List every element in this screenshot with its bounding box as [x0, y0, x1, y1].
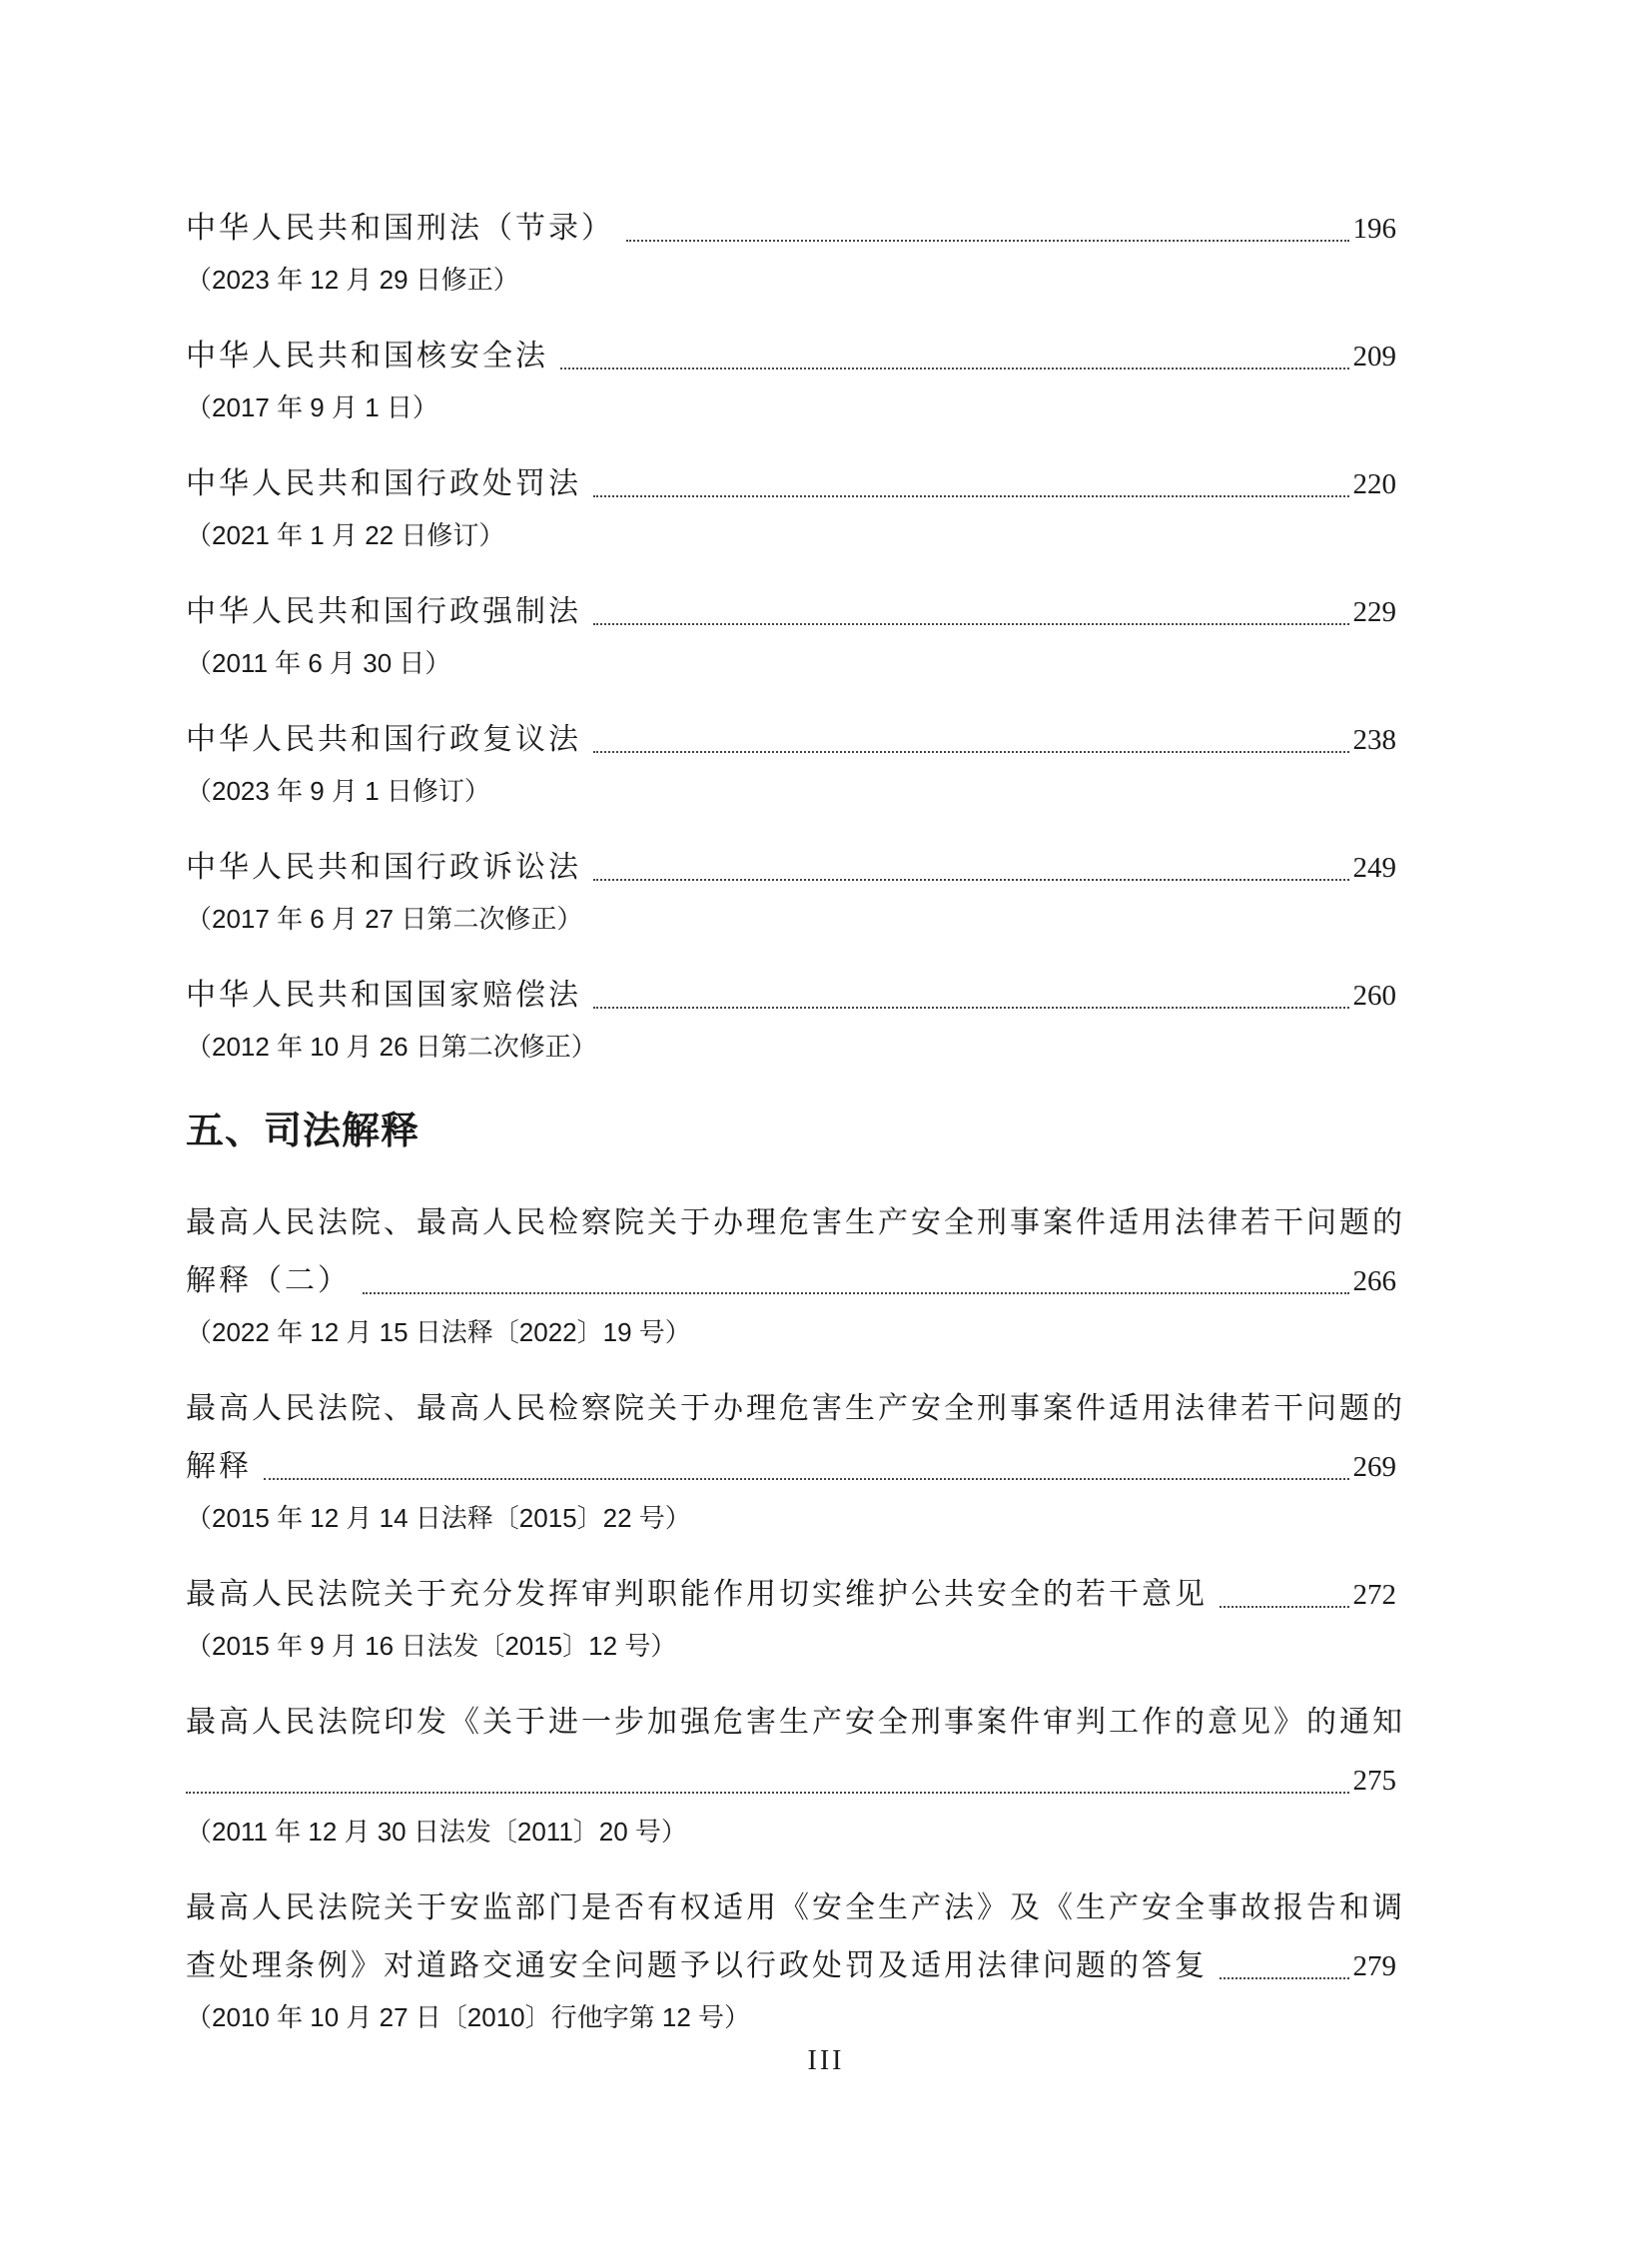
toc-title: 中华人民共和国核安全法: [186, 339, 548, 374]
toc-title: 解释（二）: [186, 1263, 351, 1298]
toc-date: （2022 年 12 月 15 日法释〔2022〕19 号）: [186, 1317, 691, 1347]
toc-date: （2011 年 6 月 30 日）: [186, 648, 451, 678]
toc-entry[interactable]: [186, 1879, 1406, 2039]
toc-title: 中华人民共和国刑法（节录）: [186, 211, 614, 246]
toc-title-line: [186, 328, 1406, 385]
toc-title-line: [186, 1937, 1406, 1995]
table-of-contents: [186, 200, 1406, 2065]
toc-title-line: [186, 583, 1406, 641]
section-heading: 五、司法解释: [186, 1109, 420, 1152]
toc-page-number: 238: [1352, 724, 1396, 756]
toc-title-line: [186, 455, 1406, 513]
toc-entry[interactable]: [186, 583, 1406, 685]
toc-title: 查处理条例》对道路交通安全问题予以行政处罚及适用法律问题的答复: [186, 1948, 1208, 1983]
toc-date: （2011 年 12 月 30 日法发〔2011〕20 号）: [186, 1817, 687, 1847]
toc-date: （2023 年 12 月 29 日修正）: [186, 265, 519, 295]
toc-page-number: 269: [1352, 1451, 1396, 1483]
toc-title: 中华人民共和国行政复议法: [186, 722, 581, 757]
toc-date: （2015 年 9 月 16 日法发〔2015〕12 号）: [186, 1631, 677, 1661]
toc-page-number: 220: [1352, 468, 1396, 500]
dot-leader: [593, 495, 1349, 497]
page-number-footer: III: [807, 2045, 845, 2076]
dot-leader: [593, 879, 1349, 881]
toc-title-first-line: 最高人民法院、最高人民检察院关于办理危害生产安全刑事案件适用法律若干问题的: [186, 1205, 1405, 1240]
toc-entry[interactable]: [186, 1694, 1406, 1854]
toc-date: （2017 年 9 月 1 日）: [186, 392, 438, 422]
toc-page-number: 272: [1352, 1579, 1396, 1611]
toc-date: （2012 年 10 月 26 日第二次修正）: [186, 1032, 597, 1062]
dot-leader: [593, 1007, 1349, 1009]
toc-page-number: 196: [1352, 213, 1396, 245]
toc-entry[interactable]: [186, 328, 1406, 429]
toc-title-first-line: 最高人民法院关于安监部门是否有权适用《安全生产法》及《生产安全事故报告和调: [186, 1890, 1405, 1925]
toc-page-number: 275: [1352, 1765, 1396, 1797]
toc-title-line: [186, 1752, 1406, 1810]
toc-title-line: [186, 200, 1406, 258]
toc-entry[interactable]: [186, 1194, 1406, 1354]
toc-entry[interactable]: [186, 967, 1406, 1069]
toc-page-number: 209: [1352, 341, 1396, 373]
toc-title: 中华人民共和国行政处罚法: [186, 466, 581, 501]
toc-entry[interactable]: [186, 711, 1406, 813]
toc-title-line: [186, 839, 1406, 897]
toc-title: 最高人民法院关于充分发挥审判职能作用切实维护公共安全的若干意见: [186, 1577, 1208, 1612]
toc-title-first-line: 最高人民法院印发《关于进一步加强危害生产安全刑事案件审判工作的意见》的通知: [186, 1705, 1405, 1740]
toc-entry[interactable]: [186, 200, 1406, 302]
toc-title: 解释: [186, 1449, 252, 1484]
toc-entry[interactable]: [186, 839, 1406, 941]
toc-title: 中华人民共和国国家赔偿法: [186, 978, 581, 1013]
toc-date: （2017 年 6 月 27 日第二次修正）: [186, 904, 583, 934]
toc-page-number: 249: [1352, 852, 1396, 884]
toc-page-number: 279: [1352, 1950, 1396, 1982]
dot-leader: [560, 368, 1349, 370]
toc-title-line: [186, 1252, 1406, 1310]
toc-title-first-line: 最高人民法院、最高人民检察院关于办理危害生产安全刑事案件适用法律若干问题的: [186, 1391, 1405, 1426]
toc-date: （2015 年 12 月 14 日法释〔2015〕22 号）: [186, 1503, 691, 1533]
dot-leader: [1220, 1977, 1349, 1979]
dot-leader: [626, 240, 1349, 242]
dot-leader: [363, 1292, 1349, 1294]
dot-leader: [593, 751, 1349, 753]
toc-entry[interactable]: [186, 1566, 1406, 1668]
dot-leader: [264, 1478, 1349, 1480]
toc-date: （2021 年 1 月 22 日修订）: [186, 520, 505, 550]
dot-leader: [186, 1792, 1349, 1794]
toc-page-number: 266: [1352, 1265, 1396, 1297]
toc-title-line: [186, 1438, 1406, 1496]
dot-leader: [1220, 1606, 1349, 1608]
toc-title-line: [186, 711, 1406, 769]
toc-page-number: 229: [1352, 596, 1396, 628]
toc-title: 中华人民共和国行政诉讼法: [186, 850, 581, 885]
toc-date: （2010 年 10 月 27 日〔2010〕行他字第 12 号）: [186, 2002, 751, 2032]
dot-leader: [593, 623, 1349, 625]
toc-date: （2023 年 9 月 1 日修订）: [186, 776, 490, 806]
toc-title-line: [186, 1566, 1406, 1624]
toc-entry[interactable]: [186, 455, 1406, 557]
toc-entry[interactable]: [186, 1380, 1406, 1540]
toc-title: 中华人民共和国行政强制法: [186, 594, 581, 629]
toc-page-number: 260: [1352, 980, 1396, 1012]
toc-title-line: [186, 967, 1406, 1025]
